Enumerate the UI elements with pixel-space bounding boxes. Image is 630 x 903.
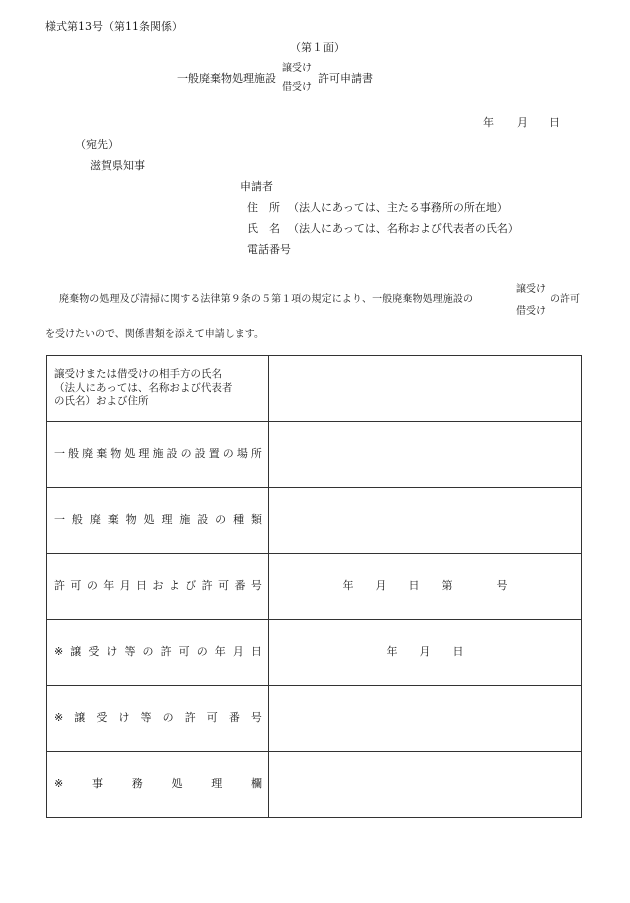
table-row — [47, 554, 582, 620]
permit-date-number-value: 年 月 日 第 号 — [342, 579, 508, 593]
title-option-top: 譲受け — [282, 63, 312, 74]
applicant-name-label: 氏 名 — [247, 222, 280, 235]
transfer-permit-date-value-cell[interactable] — [269, 620, 582, 686]
title-option-bottom: 借受け — [282, 82, 312, 93]
table-row — [47, 686, 582, 752]
date-day: 日 — [549, 116, 560, 129]
counterparty-label-line3: の氏名）および住所 — [54, 395, 149, 408]
addressee-name: 滋賀県知事 — [90, 159, 145, 172]
table-row — [47, 620, 582, 686]
body-option-top: 譲受け — [516, 284, 546, 295]
facility-type-label-cell — [47, 488, 269, 554]
office-processing-label: ※ 事 務 処 理 欄 — [54, 777, 262, 791]
table-row — [47, 488, 582, 554]
date-year: 年 — [483, 116, 494, 129]
permit-date-number-value-cell[interactable] — [269, 554, 582, 620]
table-row — [47, 752, 582, 818]
form-number: 様式第13号（第11条関係） — [45, 20, 183, 33]
applicant-address-note: （法人にあっては、主たる事務所の所在地） — [288, 201, 508, 214]
counterparty-value-cell[interactable] — [269, 356, 582, 422]
transfer-permit-date-label: ※ 譲 受 け 等 の 許 可 の 年 月 日 — [54, 645, 262, 659]
counterparty-label-line1: 譲受けまたは借受けの相手方の氏名 — [54, 368, 222, 381]
date-month: 月 — [517, 116, 528, 129]
counterparty-label-line2: （法人にあっては、名称および代表者 — [54, 381, 233, 394]
application-form-table — [46, 355, 582, 818]
transfer-permit-number-label-cell — [47, 686, 269, 752]
office-processing-value-cell[interactable] — [269, 752, 582, 818]
transfer-permit-date-label-cell — [47, 620, 269, 686]
body-text-line2: を受けたいので、関係書類を添えて申請します。 — [45, 329, 264, 340]
facility-location-value-cell[interactable] — [269, 422, 582, 488]
facility-location-label: 一 般 廃 棄 物 処 理 施 設 の 設 置 の 場 所 — [54, 447, 262, 461]
table-row — [47, 422, 582, 488]
permit-date-number-label: 許 可 の 年 月 日 お よ び 許 可 番 号 — [54, 579, 262, 593]
office-processing-label-cell — [47, 752, 269, 818]
permit-date-number-label-cell — [47, 554, 269, 620]
applicant-address-label: 住 所 — [247, 201, 280, 214]
applicant-name-note: （法人にあっては、名称および代表者の氏名） — [288, 222, 519, 235]
table-row — [47, 356, 582, 422]
facility-location-label-cell — [47, 422, 269, 488]
page-label: （第１面） — [290, 41, 345, 54]
applicant-label: 申請者 — [240, 180, 273, 193]
applicant-phone-label: 電話番号 — [247, 243, 291, 256]
addressee-label: （宛先） — [75, 138, 119, 151]
title-main: 一般廃棄物処理施設 — [177, 72, 276, 85]
title-suffix: 許可申請書 — [318, 72, 373, 85]
transfer-permit-number-value-cell[interactable] — [269, 686, 582, 752]
body-text-permit: の許可 — [550, 294, 580, 305]
facility-type-label: 一 般 廃 棄 物 処 理 施 設 の 種 類 — [54, 513, 262, 527]
counterparty-label-cell — [47, 356, 269, 422]
body-option-bottom: 借受け — [516, 306, 546, 317]
facility-type-value-cell[interactable] — [269, 488, 582, 554]
transfer-permit-number-label: ※ 譲 受 け 等 の 許 可 番 号 — [54, 711, 262, 725]
transfer-permit-date-value: 年 月 日 — [386, 645, 464, 659]
body-text-line1: 廃棄物の処理及び清掃に関する法律第９条の５第１項の規定により、一般廃棄物処理施設の — [59, 294, 474, 305]
